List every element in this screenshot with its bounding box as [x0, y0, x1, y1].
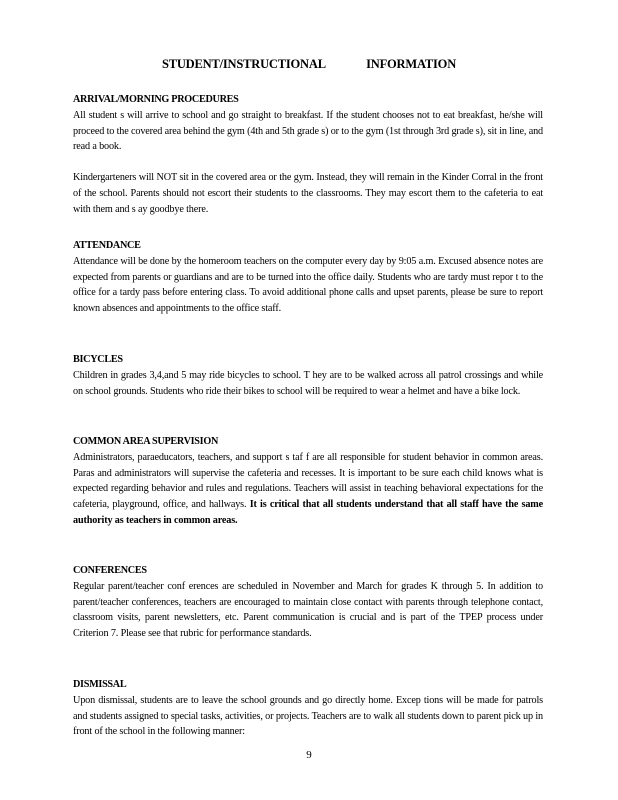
- paragraph: All student s will arrive to school and go straight to breakfast. If the student chooses not to eat breakfast, he/she will proceed to the covered area behind the gym (4th and 5th grade s) or to the gym (1st through 3rd grade s), sit in line, and read a book.: [73, 109, 543, 153]
- section-heading: ATTENDANCE: [73, 240, 141, 251]
- paragraph: [73, 450, 543, 529]
- paragraph: Upon dismissal, students are to leave the school grounds and go directly home. Excep tions will be made for patrols and students assigned to special tasks, activities, or projects. Teachers are to walk all students down to parent pick up in front of the school in the following manner:: [73, 694, 543, 738]
- paragraph-text: Administrators, paraeducators, teachers, and support s taf f are all responsible for student behavior in common areas. Paras and administrators will supervise the cafeteria and recesses. It is important to be sure each child knows what is expected regarding behavior and rules and regulations. Teachers will assist in teaching behavioral expectations for the cafeteria, playground, office, and hallways.: [73, 451, 543, 511]
- section-heading: COMMON AREA SUPERVISION: [73, 436, 219, 447]
- paragraph: Attendance will be done by the homeroom teachers on the computer every day by 9:05 a.m. Excused absence notes are expected from parents or guardians and are to be turned into the office daily. Students who are tardy must repor t to the office for a tardy pass before entering class. To avoid additional phone calls and upset parents, please be sure to report known absences and appointments to the office staff.: [73, 255, 543, 315]
- section-bicycles: [73, 352, 543, 399]
- page-title: STUDENT/INSTRUCTIONAL INFORMATION: [161, 57, 457, 71]
- section-arrival: [73, 92, 543, 218]
- paragraph: Children in grades 3,4,and 5 may ride bicycles to school. T hey are to be walked across all patrol crossings and while on school grounds. Students who ride their bikes to school will be required to wear a helmet and have a bike lock.: [73, 369, 543, 397]
- paragraph: Kindergarteners will NOT sit in the covered area or the gym. Instead, they will remain in the Kinder Corral in the front of the school. Parents should not escort their students to the classrooms. They may escort them to the cafeteria to eat with them and s ay goodbye there.: [73, 172, 543, 215]
- emphasis-text: It is critical that all students understand that all staff have the same authority as teachers in common areas.: [73, 499, 543, 526]
- section-heading: CONFERENCES: [73, 565, 147, 576]
- section-dismissal: [73, 677, 543, 740]
- section-heading: DISMISSAL: [73, 679, 127, 690]
- section-heading: ARRIVAL/MORNING PROCEDURES: [73, 94, 239, 105]
- page-number: 9: [306, 749, 312, 761]
- section-attendance: [73, 238, 543, 317]
- paragraph: Regular parent/teacher conf erences are scheduled in November and March for grades K through 5. In addition to parent/teacher conferences, teachers are encouraged to maintain close contact with parents through telephone contact, classroom visits, parent newsletters, etc. Parent communication is crucial and is part of the TPEP process under Criterion 7. Please see that rubric for performance standards.: [73, 580, 543, 640]
- section-common-area: [73, 434, 543, 529]
- section-conferences: [73, 563, 543, 642]
- section-heading: BICYCLES: [73, 354, 123, 365]
